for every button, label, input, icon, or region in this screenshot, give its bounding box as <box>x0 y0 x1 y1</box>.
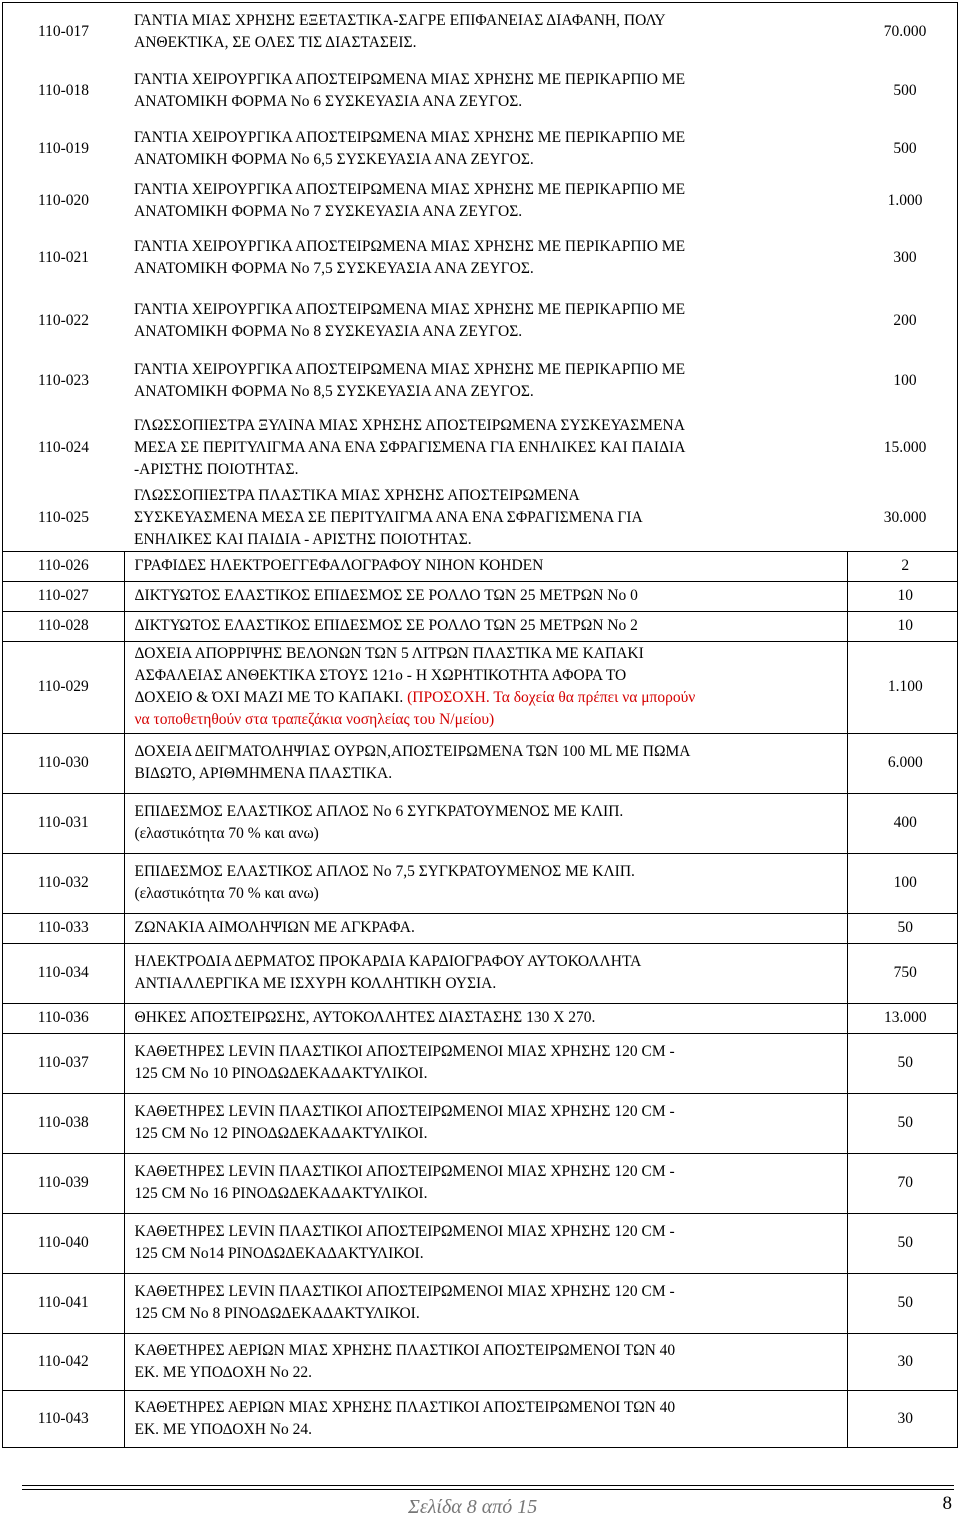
item-quantity: 400 <box>847 793 958 853</box>
description-text: ΕΠΙΔΕΣΜΟΣ ΕΛΑΣΤΙΚΟΣ ΑΠΛΟΣ Νο 7,5 ΣΥΓΚΡΑΤΟΥΜΕΝΟΣ ΜΕ ΚΛΙΠ. <box>134 863 635 880</box>
description-text: ΕΚ. ΜΕ ΥΠΟΔΟΧΗ Νο 22. <box>134 1363 312 1381</box>
item-description <box>124 1213 847 1273</box>
item-description <box>124 733 847 793</box>
table-row <box>3 291 958 351</box>
item-description <box>124 551 847 581</box>
item-description <box>124 121 847 177</box>
item-quantity: 30 <box>847 1390 958 1447</box>
page-label: Σελίδα 8 από 15 <box>408 1496 538 1518</box>
description-line <box>134 381 839 403</box>
description-line <box>135 1362 839 1384</box>
description-line <box>134 201 839 223</box>
page-number: 8 <box>942 1493 952 1514</box>
item-quantity: 10 <box>847 611 958 641</box>
description-line <box>134 236 839 258</box>
description-text: 125 CM No14 ΡΙΝΟΔΩΔΕΚΑΔΑΚΤΥΛΙΚΟΙ. <box>134 1245 424 1262</box>
description-text: ΚΑΘΕΤΗΡΕΣ ΑΕΡΙΩΝ ΜΙΑΣ ΧΡΗΣΗΣ ΠΛΑΣΤΙΚΟΙ ΑΠΟΣΤΕΙΡΩΜΕΝΟΙ ΤΩΝ 40 <box>134 1398 676 1416</box>
item-quantity: 50 <box>847 1273 958 1333</box>
table-row <box>3 551 958 581</box>
table-row <box>3 1153 958 1213</box>
table-row <box>3 485 958 552</box>
item-code: 110-030 <box>3 733 125 793</box>
description-line <box>134 149 839 171</box>
description-line <box>135 1397 839 1419</box>
table-row <box>3 1003 958 1033</box>
description-line <box>135 883 839 905</box>
description-text: ΒΙΔΩΤΟ, ΑΡΙΘΜΗΜΕΝΑ ΠΛΑΣΤΙΚΑ. <box>134 765 393 782</box>
item-description <box>124 1093 847 1153</box>
description-text: ΔΙΚΤΥΩΤΟΣ ΕΛΑΣΤΙΚΟΣ ΕΠΙΔΕΣΜΟΣ ΣΕ ΡΟΛΛΟ ΤΩΝ 25 ΜΕΤΡΩΝ Νο 2 <box>134 617 638 634</box>
description-line <box>134 529 839 551</box>
description-line <box>134 507 839 529</box>
description-text: ΜΕΣΑ ΣΕ ΠΕΡΙΤΥΛΙΓΜΑ ΑΝΑ ΕΝΑ ΣΦΡΑΓΙΣΜΕΝΑ ΓΙΑ ΕΝΗΛΙΚΕΣ ΚΑΙ ΠΑΙΔΙΑ <box>134 438 686 456</box>
item-code: 110-018 <box>3 61 125 121</box>
table-row <box>3 411 958 485</box>
description-line <box>135 555 839 577</box>
item-description <box>124 581 847 611</box>
item-code: 110-039 <box>3 1153 125 1213</box>
description-line <box>135 1419 839 1441</box>
item-code: 110-034 <box>3 943 125 1003</box>
footer-rule <box>22 1485 954 1486</box>
description-line <box>134 299 839 321</box>
description-line <box>135 1281 839 1303</box>
description-text: ΚΑΘΕΤΗΡΕΣ LEVIN ΠΛΑΣΤΙΚΟΙ ΑΠΟΣΤΕΙΡΩΜΕΝΟΙ ΜΙΑΣ ΧΡΗΣΗΣ 120 CM - <box>134 1223 675 1240</box>
item-quantity: 100 <box>847 853 958 913</box>
description-line <box>135 801 839 823</box>
description-line <box>134 258 839 280</box>
item-description <box>124 1273 847 1333</box>
description-text: ΓΛΩΣΣΟΠΙΕΣΤΡΑ ΞΥΛΙΝΑ ΜΙΑΣ ΧΡΗΣΗΣ ΑΠΟΣΤΕΙΡΩΜΕΝΑ ΣΥΣΚΕΥΑΣΜΕΝΑ <box>134 416 685 434</box>
table-row <box>3 225 958 291</box>
description-line <box>134 10 839 32</box>
warning-note: (ΠΡΟΣΟΧΗ. Τα δοχεία θα πρέπει να μπορούν <box>407 689 696 706</box>
description-line <box>135 1161 839 1183</box>
description-text: 125 CM No 16 ΡΙΝΟΔΩΔΕΚΑΔΑΚΤΥΛΙΚΟΙ. <box>134 1185 428 1202</box>
description-text: ΚΑΘΕΤΗΡΕΣ LEVIN ΠΛΑΣΤΙΚΟΙ ΑΠΟΣΤΕΙΡΩΜΕΝΟΙ ΜΙΑΣ ΧΡΗΣΗΣ 120 CM - <box>134 1103 675 1120</box>
item-quantity: 300 <box>847 225 958 291</box>
description-text: ΓΡΑΦΙΔΕΣ ΗΛΕΚΤΡΟΕΓΓΕΦΑΛΟΓΡΑΦΟΥ ΝΙΗΟΝ ΚΟΗDEN <box>134 557 544 574</box>
description-text: ΗΛΕΚΤΡΟΔΙΑ ΔΕΡΜΑΤΟΣ ΠΡΟΚΑΡΔΙΑ ΚΑΡΔΙΟΓΡΑΦΟΥ ΑΥΤΟΚΟΛΛΗΤΑ <box>134 953 642 970</box>
description-text: ΓΑΝΤΙΑ ΜΙΑΣ ΧΡΗΣΗΣ ΕΞΕΤΑΣΤΙΚΑ-ΣΑΓΡΕ ΕΠΙΦΑΝΕΙΑΣ ΔΙΑΦΑΝΗ, ΠΟΛΥ <box>134 11 666 29</box>
description-text: 125 CM No 10 ΡΙΝΟΔΩΔΕΚΑΔΑΚΤΥΛΙΚΟΙ. <box>134 1065 428 1082</box>
description-line <box>135 665 839 687</box>
description-text: ΓΑΝΤΙΑ ΧΕΙΡΟΥΡΓΙΚΑ ΑΠΟΣΤΕΙΡΩΜΕΝΑ ΜΙΑΣ ΧΡΗΣΗΣ ΜΕ ΠΕΡΙΚΑΡΠΙΟ ΜΕ <box>134 300 686 318</box>
description-line <box>135 1101 839 1123</box>
description-line <box>134 485 839 507</box>
item-description <box>124 641 847 733</box>
item-description <box>124 793 847 853</box>
item-quantity: 70.000 <box>847 3 958 61</box>
table-row <box>3 177 958 225</box>
item-quantity: 750 <box>847 943 958 1003</box>
description-text: ΔΟΧΕΙΑ ΑΠΟΡΡΙΨΗΣ ΒΕΛΟΝΩΝ ΤΩΝ 5 ΛΙΤΡΩΝ ΠΛΑΣΤΙΚΑ ΜΕ ΚΑΠΑΚΙ <box>134 645 644 662</box>
description-text: ΑΝΑΤΟΜΙΚΗ ΦΟΡΜΑ Νο 6 ΣΥΣΚΕΥΑΣΙΑ ΑΝΑ ΖΕΥΓΟΣ. <box>134 92 523 110</box>
table-row <box>3 1213 958 1273</box>
description-text: ΕΠΙΔΕΣΜΟΣ ΕΛΑΣΤΙΚΟΣ ΑΠΛΟΣ Νο 6 ΣΥΓΚΡΑΤΟΥΜΕΝΟΣ ΜΕ ΚΛΙΠ. <box>134 803 624 820</box>
item-description <box>124 611 847 641</box>
description-text: ΣΥΣΚΕΥΑΣΜΕΝΑ ΜΕΣΑ ΣΕ ΠΕΡΙΤΥΛΙΓΜΑ ΑΝΑ ΕΝΑ ΣΦΡΑΓΙΣΜΕΝΑ ΓΙΑ <box>134 508 643 526</box>
description-line <box>135 615 839 637</box>
item-quantity: 6.000 <box>847 733 958 793</box>
item-description <box>124 351 847 411</box>
item-code: 110-026 <box>3 551 125 581</box>
description-text: ΓΑΝΤΙΑ ΧΕΙΡΟΥΡΓΙΚΑ ΑΠΟΣΤΕΙΡΩΜΕΝΑ ΜΙΑΣ ΧΡΗΣΗΣ ΜΕ ΠΕΡΙΚΑΡΠΙΟ ΜΕ <box>134 128 686 146</box>
table-row <box>3 1333 958 1390</box>
description-text: ΓΑΝΤΙΑ ΧΕΙΡΟΥΡΓΙΚΑ ΑΠΟΣΤΕΙΡΩΜΕΝΑ ΜΙΑΣ ΧΡΗΣΗΣ ΜΕ ΠΕΡΙΚΑΡΠΙΟ ΜΕ <box>134 237 686 255</box>
item-quantity: 50 <box>847 1213 958 1273</box>
item-code: 110-021 <box>3 225 125 291</box>
item-description <box>124 943 847 1003</box>
item-description <box>124 411 847 485</box>
item-code: 110-027 <box>3 581 125 611</box>
description-text: ΑΝΑΤΟΜΙΚΗ ΦΟΡΜΑ Νο 6,5 ΣΥΣΚΕΥΑΣΙΑ ΑΝΑ ΖΕΥΓΟΣ. <box>134 150 534 168</box>
item-description <box>124 225 847 291</box>
item-code: 110-022 <box>3 291 125 351</box>
item-code: 110-041 <box>3 1273 125 1333</box>
item-description <box>124 177 847 225</box>
description-text: ΓΑΝΤΙΑ ΧΕΙΡΟΥΡΓΙΚΑ ΑΠΟΣΤΕΙΡΩΜΕΝΑ ΜΙΑΣ ΧΡΗΣΗΣ ΜΕ ΠΕΡΙΚΑΡΠΙΟ ΜΕ <box>134 360 686 378</box>
warning-note: να τοποθετηθούν στα τραπεζάκια νοσηλείας του Ν/μείου) <box>134 711 495 728</box>
description-line <box>135 1340 839 1362</box>
description-line <box>135 763 839 785</box>
description-line <box>134 359 839 381</box>
description-line <box>135 741 839 763</box>
item-description <box>124 1033 847 1093</box>
table-row <box>3 1390 958 1447</box>
description-line <box>135 1303 839 1325</box>
item-code: 110-037 <box>3 1033 125 1093</box>
item-code: 110-025 <box>3 485 125 552</box>
description-line <box>134 459 839 481</box>
item-code: 110-033 <box>3 913 125 943</box>
table-row <box>3 913 958 943</box>
description-text: ΓΑΝΤΙΑ ΧΕΙΡΟΥΡΓΙΚΑ ΑΠΟΣΤΕΙΡΩΜΕΝΑ ΜΙΑΣ ΧΡΗΣΗΣ ΜΕ ΠΕΡΙΚΑΡΠΙΟ ΜΕ <box>134 70 686 88</box>
description-text: ΑΝΑΤΟΜΙΚΗ ΦΟΡΜΑ Νο 7,5 ΣΥΣΚΕΥΑΣΙΑ ΑΝΑ ΖΕΥΓΟΣ. <box>134 259 534 277</box>
item-code: 110-038 <box>3 1093 125 1153</box>
description-line <box>135 917 839 939</box>
description-line <box>135 861 839 883</box>
description-line <box>135 1123 839 1145</box>
description-line <box>134 415 839 437</box>
description-text: ΓΑΝΤΙΑ ΧΕΙΡΟΥΡΓΙΚΑ ΑΠΟΣΤΕΙΡΩΜΕΝΑ ΜΙΑΣ ΧΡΗΣΗΣ ΜΕ ΠΕΡΙΚΑΡΠΙΟ ΜΕ <box>134 180 686 198</box>
table-row <box>3 1033 958 1093</box>
description-text: ΔΟΧΕΙΑ ΔΕΙΓΜΑΤΟΛΗΨΙΑΣ ΟΥΡΩΝ,ΑΠΟΣΤΕΙΡΩΜΕΝΑ ΤΩΝ 100 ML ΜΕ ΠΩΜΑ <box>134 743 691 760</box>
item-quantity: 50 <box>847 913 958 943</box>
description-text: ΑΝΑΤΟΜΙΚΗ ΦΟΡΜΑ Νο 7 ΣΥΣΚΕΥΑΣΙΑ ΑΝΑ ΖΕΥΓΟΣ. <box>134 202 523 220</box>
description-line <box>135 1183 839 1205</box>
table-row <box>3 351 958 411</box>
description-text: ΚΑΘΕΤΗΡΕΣ LEVIN ΠΛΑΣΤΙΚΟΙ ΑΠΟΣΤΕΙΡΩΜΕΝΟΙ ΜΙΑΣ ΧΡΗΣΗΣ 120 CM - <box>134 1163 675 1180</box>
item-code: 110-032 <box>3 853 125 913</box>
item-code: 110-040 <box>3 1213 125 1273</box>
description-text: ΔΟΧΕΙΟ & ΌΧΙ ΜΑΖΙ ΜΕ ΤΟ ΚΑΠΑΚΙ. <box>134 689 408 706</box>
table-row <box>3 853 958 913</box>
description-text: 125 CM No 12 ΡΙΝΟΔΩΔΕΚΑΔΑΚΤΥΛΙΚΟΙ. <box>134 1125 428 1142</box>
item-code: 110-042 <box>3 1333 125 1390</box>
item-description <box>124 485 847 552</box>
item-quantity: 500 <box>847 61 958 121</box>
item-description <box>124 1333 847 1390</box>
item-quantity: 50 <box>847 1093 958 1153</box>
item-quantity: 15.000 <box>847 411 958 485</box>
description-line <box>134 179 839 201</box>
description-text: ΑΣΦΑΛΕΙΑΣ ΑΝΘΕΚΤΙΚΑ ΣΤΟΥΣ 121ο - Η ΧΩΡΗΤΙΚΟΤΗΤΑ ΑΦΟΡΑ ΤΟ <box>134 667 627 684</box>
description-line <box>135 951 839 973</box>
description-line <box>134 321 839 343</box>
table-row <box>3 61 958 121</box>
description-line <box>135 973 839 995</box>
item-description <box>124 61 847 121</box>
description-text: -ΑΡΙΣΤΗΣ ΠΟΙΟΤΗΤΑΣ. <box>134 460 299 478</box>
item-code: 110-036 <box>3 1003 125 1033</box>
item-code: 110-020 <box>3 177 125 225</box>
description-text: ΚΑΘΕΤΗΡΕΣ LEVIN ΠΛΑΣΤΙΚΟΙ ΑΠΟΣΤΕΙΡΩΜΕΝΟΙ ΜΙΑΣ ΧΡΗΣΗΣ 120 CM - <box>134 1043 675 1060</box>
item-quantity: 2 <box>847 551 958 581</box>
description-line <box>134 127 839 149</box>
item-description <box>124 291 847 351</box>
description-line <box>134 437 839 459</box>
item-quantity: 10 <box>847 581 958 611</box>
item-quantity: 30 <box>847 1333 958 1390</box>
table-row <box>3 793 958 853</box>
table-row <box>3 1093 958 1153</box>
item-code: 110-029 <box>3 641 125 733</box>
item-quantity: 30.000 <box>847 485 958 552</box>
item-quantity: 100 <box>847 351 958 411</box>
item-description <box>124 1003 847 1033</box>
description-text: (ελαστικότητα 70 % και ανω) <box>134 825 319 842</box>
description-line <box>134 69 839 91</box>
description-text: ΘΗΚΕΣ ΑΠΟΣΤΕΙΡΩΣΗΣ, ΑΥΤΟΚΟΛΛΗΤΕΣ ΔΙΑΣΤΑΣΗΣ 130 Χ 270. <box>134 1009 596 1026</box>
item-quantity: 500 <box>847 121 958 177</box>
item-code: 110-017 <box>3 3 125 61</box>
description-line <box>135 1243 839 1265</box>
table-row <box>3 121 958 177</box>
description-text: ΓΛΩΣΣΟΠΙΕΣΤΡΑ ΠΛΑΣΤΙΚΑ ΜΙΑΣ ΧΡΗΣΗΣ ΑΠΟΣΤΕΙΡΩΜΕΝΑ <box>134 486 580 504</box>
item-code: 110-043 <box>3 1390 125 1447</box>
table-row <box>3 943 958 1003</box>
description-text: ΑΝΑΤΟΜΙΚΗ ΦΟΡΜΑ Νο 8,5 ΣΥΣΚΕΥΑΣΙΑ ΑΝΑ ΖΕΥΓΟΣ. <box>134 382 534 400</box>
item-code: 110-028 <box>3 611 125 641</box>
table-row <box>3 733 958 793</box>
description-text: ΑΝΑΤΟΜΙΚΗ ΦΟΡΜΑ Νο 8 ΣΥΣΚΕΥΑΣΙΑ ΑΝΑ ΖΕΥΓΟΣ. <box>134 322 523 340</box>
description-text: ΕΚ. ΜΕ ΥΠΟΔΟΧΗ Νο 24. <box>134 1420 312 1438</box>
item-quantity: 1.000 <box>847 177 958 225</box>
table-row <box>3 1273 958 1333</box>
item-description <box>124 1390 847 1447</box>
description-text: (ελαστικότητα 70 % και ανω) <box>134 885 319 902</box>
description-line <box>135 687 839 709</box>
description-line <box>134 32 839 54</box>
item-code: 110-023 <box>3 351 125 411</box>
items-table <box>2 2 958 1448</box>
description-text: ΚΑΘΕΤΗΡΕΣ ΑΕΡΙΩΝ ΜΙΑΣ ΧΡΗΣΗΣ ΠΛΑΣΤΙΚΟΙ ΑΠΟΣΤΕΙΡΩΜΕΝΟΙ ΤΩΝ 40 <box>134 1341 676 1359</box>
table-row <box>3 581 958 611</box>
item-description <box>124 3 847 61</box>
item-quantity: 50 <box>847 1033 958 1093</box>
item-code: 110-031 <box>3 793 125 853</box>
item-description <box>124 1153 847 1213</box>
description-line <box>135 643 839 665</box>
description-text: ΑΝΤΙΑΛΛΕΡΓΙΚΑ ΜΕ ΙΣΧΥΡΗ ΚΟΛΛΗΤΙΚΗ ΟΥΣΙΑ. <box>134 975 497 992</box>
description-text: ΔΙΚΤΥΩΤΟΣ ΕΛΑΣΤΙΚΟΣ ΕΠΙΔΕΣΜΟΣ ΣΕ ΡΟΛΛΟ ΤΩΝ 25 ΜΕΤΡΩΝ Νο 0 <box>134 587 638 604</box>
item-code: 110-019 <box>3 121 125 177</box>
table-row <box>3 611 958 641</box>
description-line <box>134 91 839 113</box>
table-row <box>3 3 958 61</box>
description-text: ΑΝΘΕΚΤΙΚΑ, ΣΕ ΟΛΕΣ ΤΙΣ ΔΙΑΣΤΑΣΕΙΣ. <box>134 33 417 51</box>
item-quantity: 200 <box>847 291 958 351</box>
footer-rule <box>22 1489 954 1490</box>
description-text: 125 CM No 8 ΡΙΝΟΔΩΔΕΚΑΔΑΚΤΥΛΙΚΟΙ. <box>134 1305 420 1322</box>
description-text: ΖΩΝΑΚΙΑ ΑΙΜΟΛΗΨΙΩΝ ΜΕ ΑΓΚΡΑΦΑ. <box>134 919 415 936</box>
description-line <box>135 1063 839 1085</box>
description-line <box>135 1007 839 1029</box>
item-description <box>124 853 847 913</box>
description-line <box>135 1221 839 1243</box>
item-quantity: 70 <box>847 1153 958 1213</box>
description-text: ΚΑΘΕΤΗΡΕΣ LEVIN ΠΛΑΣΤΙΚΟΙ ΑΠΟΣΤΕΙΡΩΜΕΝΟΙ ΜΙΑΣ ΧΡΗΣΗΣ 120 CM - <box>134 1283 675 1300</box>
description-line <box>135 823 839 845</box>
description-text: ΕΝΗΛΙΚΕΣ ΚΑΙ ΠΑΙΔΙΑ - ΑΡΙΣΤΗΣ ΠΟΙΟΤΗΤΑΣ. <box>134 530 472 548</box>
table-row <box>3 641 958 733</box>
item-description <box>124 913 847 943</box>
item-quantity: 1.100 <box>847 641 958 733</box>
description-line <box>135 1041 839 1063</box>
item-quantity: 13.000 <box>847 1003 958 1033</box>
description-line <box>135 585 839 607</box>
item-code: 110-024 <box>3 411 125 485</box>
